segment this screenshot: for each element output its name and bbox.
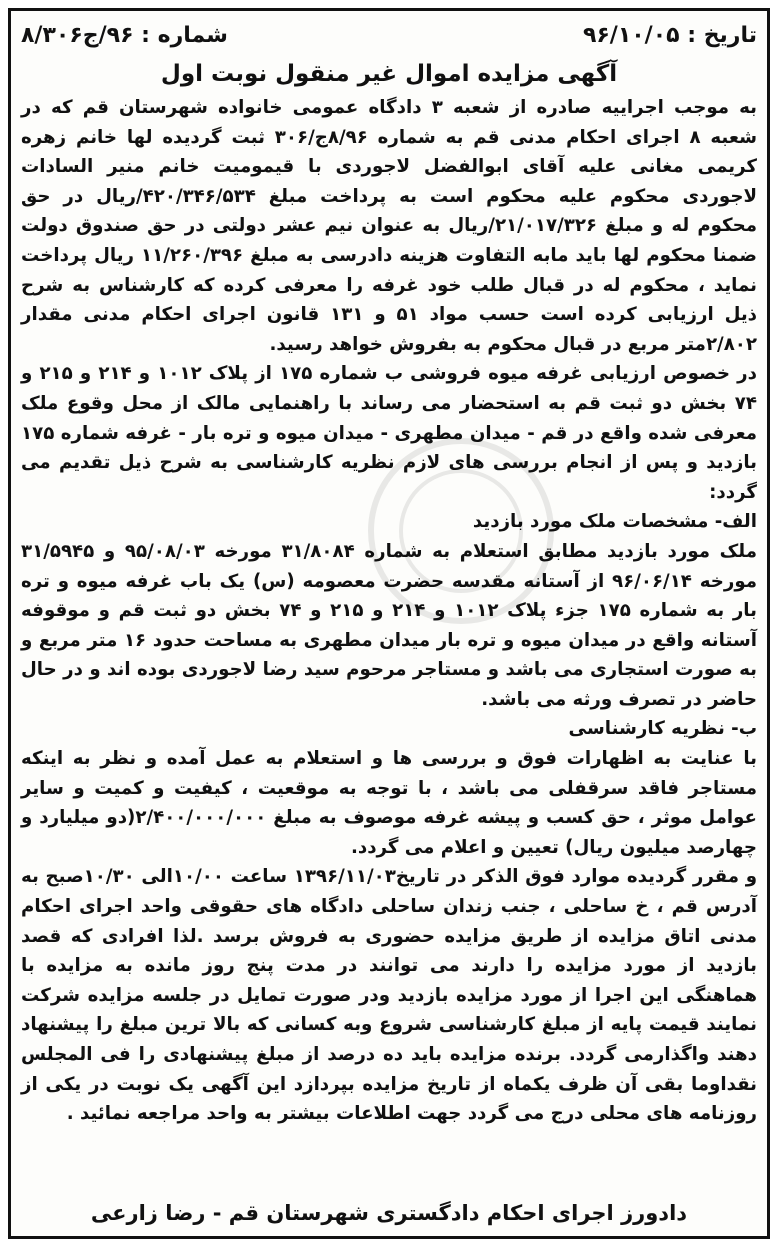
section-a-title: الف- مشخصات ملک مورد بازدید — [472, 511, 757, 533]
section-a-paragraph: ملک مورد بازدید مطابق استعلام به شماره ۳۱/۸۰۸۴ مورخه ۹۵/۰۸/۰۳ و ۳۱/۵۹۴۵ مورخه ۹۶/۰۶/۱۴ از آستانه مقدسه حضرت معصومه (س) یک باب غرفه میوه و تره بار به شماره ۱۷۵ جزء پلاک ۱۰۱۲ و ۲۱۴ و ۲۱۵ و ۷۴ بخش دو ثبت قم و موقوفه آستانه واقع در میدان میوه و تره بار میدان مطهری به مساحت حدود ۱۶ متر مربع و به صورت استجاری می باشد و مستاجر مرحوم سید رضا لاجوردی بوده اند و در حال حاضر در تصرف ورثه می باشد. — [21, 540, 757, 710]
notice-title: آگهی مزایده اموال غیر منقول نوبت اول — [160, 61, 618, 87]
auction-paragraph: و مقرر گردیده موارد فوق الذکر در تاریخ۱۳۹۶/۱۱/۰۳ ساعت ۱۰/۰۰الی ۱۰/۳۰صبح به آدرس قم ، خ ساحلی ، جنب زندان ساحلی دادگاه های حقوقی واحد اجرای احکام مدنی اتاق مزایده از طریق مزایده حضوری به فروش برسد .لذا افرادی که قصد بازدید از مورد مزایده را دارند می توانند در مدت پنج روز مانده به مزایده با هماهنگی این اجرا از مورد مزایده بازدید ودر صورت تمایل در جلسه مزایده شرکت نمایند قیمت پایه از مبلغ کارشناسی شروع وبه کسانی که بالا ترین مبلغ را پیشنهاد دهند واگذارمی گردد. برنده مزایده باید ده درصد از مبلغ پیشنهادی را فی المجلس نقداوما بقی آن ظرف یکماه از تاریخ مزایده بپردازد این آگهی یک نوبت در یکی از روزنامه های محلی درج می گردد جهت اطلاعات بیشتر به واحد مراجعه نمائید . — [21, 866, 757, 1125]
auction-notice — [8, 8, 770, 1239]
notice-header — [21, 15, 757, 55]
notice-number: شماره : ۹۶/ج۸/۳۰۶ — [21, 22, 228, 48]
notice-signature: دادورز اجرای احکام دادگستری شهرستان قم - رضا زارعی — [90, 1201, 688, 1225]
intro-paragraph: به موجب اجراییه صادره از شعبه ۳ دادگاه عمومی خانواده شهرستان قم که در شعبه ۸ اجرای احکام مدنی قم به شماره ۸/۹۶ج/۳۰۶ ثبت گردیده لها خانم زهره کریمی مغانی علیه آقای ابوالفضل لاجوردی با قیمومیت خانم منیر السادات لاجوردی محکوم علیه محکوم است به پرداخت مبلغ ۴۲۰/۳۴۶/۵۳۴/ریال در حق محکوم له و مبلغ ۲۱/۰۱۷/۳۲۶/ریال به عنوان نیم عشر دولتی در حق صندوق دولت ضمنا محکوم لها باید مابه التفاوت هزینه دادرسی به مبلغ ۱۱/۲۶۰/۳۹۶ ریال پرداخت نماید ، محکوم له در قبال طلب خود غرفه را معرفی کرده که کارشناس به شرح ذیل ارزیابی کرده است حسب مواد ۵۱ و ۱۳۱ قانون اجرای احکام مدنی مقدار ۲/۸۰۲متر مربع در قبال محکوم به بفروش خواهد رسید. — [21, 97, 758, 355]
section-b-paragraph: با عنایت به اظهارات فوق و بررسی ها و استعلام به عمل آمده و نظر به اینکه مستاجر فاقد سرقفلی می باشد ، با توجه به موقعیت ، کیفیت و کمیت و سایر عوامل موثر ، حق کسب و پیشه غرفه موصوف به مبلغ ۲/۴۰۰/۰۰۰/۰۰۰(دو میلیارد و چهارصد میلیون ریال) تعیین و اعلام می گردد. — [21, 748, 757, 858]
section-b-title: ب- نظریه کارشناسی — [568, 718, 757, 740]
assessment-paragraph: در خصوص ارزیابی غرفه میوه فروشی ب شماره ۱۷۵ از پلاک ۱۰۱۲ و ۲۱۴ و ۲۱۵ و ۷۴ بخش دو ثبت قم به استحضار می رساند با راهنمایی مالک از محل وقوع ملک معرفی شده واقع در قم - میدان مطهری - میدان میوه و تره بار - غرفه شماره ۱۷۵ بازدید و پس از انجام بررسی های لازم نظریه کارشناسی به شرح ذیل تقدیم می گردد: — [21, 363, 757, 503]
notice-date: تاریخ : ۹۶/۱۰/۰۵ — [582, 22, 757, 48]
